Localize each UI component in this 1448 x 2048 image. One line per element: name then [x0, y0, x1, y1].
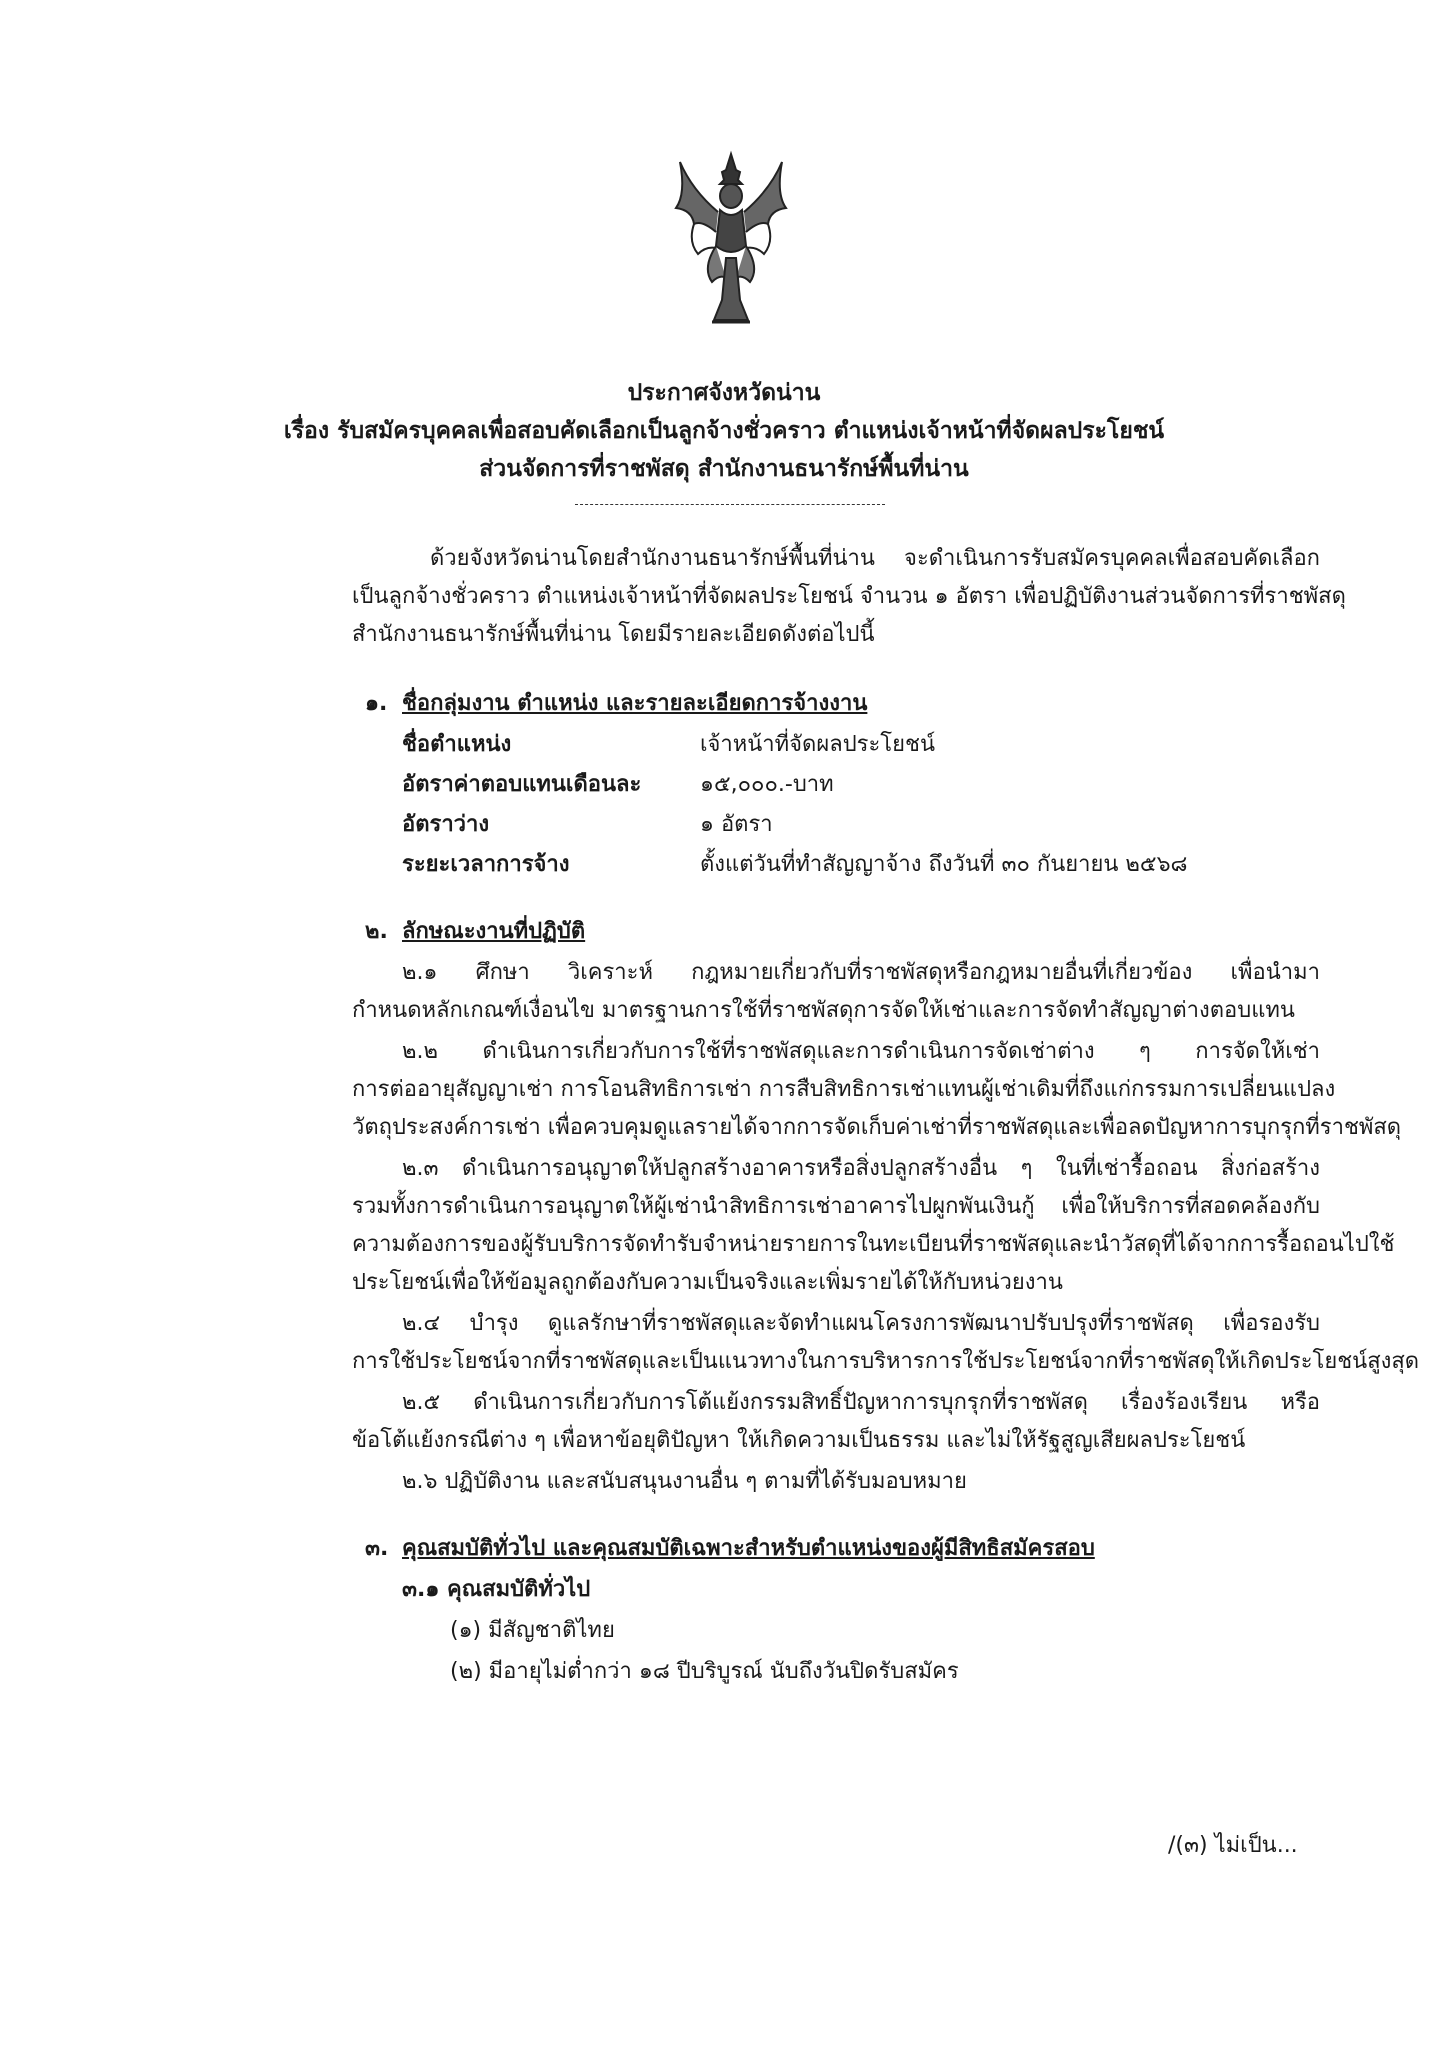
- garuda-emblem-icon: [672, 150, 790, 330]
- row-label-vacancy: อัตราว่าง: [402, 812, 490, 837]
- announcement-office: ส่วนจัดการที่ราชพัสดุ สำนักงานธนารักษ์พื้นที่น่าน: [479, 456, 969, 482]
- announcement-subject: เรื่อง รับสมัครบุคคลเพื่อสอบคัดเลือกเป็นลูกจ้างชั่วคราว ตำแหน่งเจ้าหน้าที่จัดผลประโยชน์: [283, 418, 1165, 444]
- section-2-number: ๒.: [365, 919, 388, 944]
- duty-line: ๒.๓ ดำเนินการอนุญาตให้ปลูกสร้างอาคารหรือสิ่งปลูกสร้างอื่น ๆ ในที่เช่ารื้อถอน สิ่งก่อสร้าง: [402, 1156, 1320, 1181]
- intro-line: เป็นลูกจ้างชั่วคราว ตำแหน่งเจ้าหน้าที่จัดผลประโยชน์ จำนวน ๑ อัตรา เพื่อปฏิบัติงานส่วนจัดการที่ราชพัสดุ: [352, 584, 1346, 609]
- row-value-vacancy: ๑ อัตรา: [700, 812, 773, 837]
- row-value-duration: ตั้งแต่วันที่ทำสัญญาจ้าง ถึงวันที่ ๓๐ กันยายน ๒๕๖๘: [700, 852, 1188, 877]
- duty-line: ความต้องการของผู้รับบริการจัดทำรับจำหน่ายรายการในทะเบียนที่ราชพัสดุและนำวัสดุที่ได้จากการรื้อถอนไปใช้: [352, 1232, 1395, 1257]
- qualification-item: (๑) มีสัญชาติไทย: [450, 1618, 615, 1643]
- section-3-number: ๓.: [365, 1536, 389, 1561]
- section-1-number: ๑.: [365, 691, 388, 716]
- duty-line: ๒.๕ ดำเนินการเกี่ยวกับการโต้แย้งกรรมสิทธิ์ปัญหาการบุกรุกที่ราชพัสดุ เรื่องร้องเรียน หรือ: [402, 1390, 1320, 1415]
- intro-line: ด้วยจังหวัดน่านโดยสำนักงานธนารักษ์พื้นที่น่าน จะดำเนินการรับสมัครบุคคลเพื่อสอบคัดเลือก: [430, 546, 1320, 571]
- announcement-title: ประกาศจังหวัดน่าน: [627, 380, 821, 406]
- duty-line: ๒.๖ ปฏิบัติงาน และสนับสนุนงานอื่น ๆ ตามที่ได้รับมอบหมาย: [402, 1469, 967, 1494]
- section-1-title: ชื่อกลุ่มงาน ตำแหน่ง และรายละเอียดการจ้างงาน: [402, 691, 868, 716]
- duty-line: ๒.๑ ศึกษา วิเคราะห์ กฎหมายเกี่ยวกับที่ราชพัสดุหรือกฎหมายอื่นที่เกี่ยวข้อง เพื่อนำมา: [402, 960, 1320, 985]
- duty-line: รวมทั้งการดำเนินการอนุญาตให้ผู้เช่านำสิทธิการเช่าอาคารไปผูกพันเงินกู้ เพื่อให้บริการที่สอดคล้องกับ: [352, 1194, 1320, 1219]
- duty-line: ประโยชน์เพื่อให้ข้อมูลถูกต้องกับความเป็นจริงและเพิ่มรายได้ให้กับหน่วยงาน: [352, 1270, 1063, 1295]
- section-3-title: คุณสมบัติทั่วไป และคุณสมบัติเฉพาะสำหรับตำแหน่งของผู้มีสิทธิสมัครสอบ: [402, 1536, 1095, 1561]
- duty-line: กำหนดหลักเกณฑ์เงื่อนไข มาตรฐานการใช้ที่ราชพัสดุการจัดให้เช่าและการจัดทำสัญญาต่างตอบแทน: [352, 998, 1295, 1023]
- row-value-position: เจ้าหน้าที่จัดผลประโยชน์: [700, 732, 935, 757]
- duty-line: ข้อโต้แย้งกรณีต่าง ๆ เพื่อหาข้อยุติปัญหา ให้เกิดความเป็นธรรม และไม่ให้รัฐสูญเสียผลประโยชน์: [352, 1428, 1246, 1453]
- row-label-duration: ระยะเวลาการจ้าง: [402, 852, 570, 877]
- page-continuation: /(๓) ไม่เป็น...: [1168, 1833, 1298, 1858]
- section-3-subtitle: ๓.๑ คุณสมบัติทั่วไป: [402, 1577, 591, 1602]
- duty-line: ๒.๔ บำรุง ดูแลรักษาที่ราชพัสดุและจัดทำแผนโครงการพัฒนาปรับปรุงที่ราชพัสดุ เพื่อรองรับ: [402, 1311, 1320, 1336]
- row-value-salary: ๑๕,๐๐๐.-บาท: [700, 772, 834, 797]
- section-2-title: ลักษณะงานที่ปฏิบัติ: [402, 919, 586, 944]
- duty-line: การต่ออายุสัญญาเช่า การโอนสิทธิการเช่า การสืบสิทธิการเช่าแทนผู้เช่าเดิมที่ถึงแก่กรรมการเปลี่ยนแปลง: [352, 1077, 1336, 1102]
- row-label-salary: อัตราค่าตอบแทนเดือนละ: [402, 772, 642, 797]
- duty-line: ๒.๒ ดำเนินการเกี่ยวกับการใช้ที่ราชพัสดุและการดำเนินการจัดเช่าต่าง ๆ การจัดให้เช่า: [402, 1039, 1320, 1064]
- qualification-item: (๒) มีอายุไม่ต่ำกว่า ๑๘ ปีบริบูรณ์ นับถึงวันปิดรับสมัคร: [450, 1659, 959, 1684]
- duty-line: วัตถุประสงค์การเช่า เพื่อควบคุมดูแลรายได้จากการจัดเก็บค่าเช่าที่ราชพัสดุและเพื่อลดปัญหาการบุกรุกที่ราชพัสดุ: [352, 1115, 1402, 1140]
- duty-line: การใช้ประโยชน์จากที่ราชพัสดุและเป็นแนวทางในการบริหารการใช้ประโยชน์จากที่ราชพัสดุให้เกิดประโยชน์สูงสุด: [352, 1349, 1420, 1374]
- row-label-position: ชื่อตำแหน่ง: [402, 732, 512, 757]
- header-divider: [575, 504, 885, 505]
- intro-line: สำนักงานธนารักษ์พื้นที่น่าน โดยมีรายละเอียดดังต่อไปนี้: [352, 622, 875, 647]
